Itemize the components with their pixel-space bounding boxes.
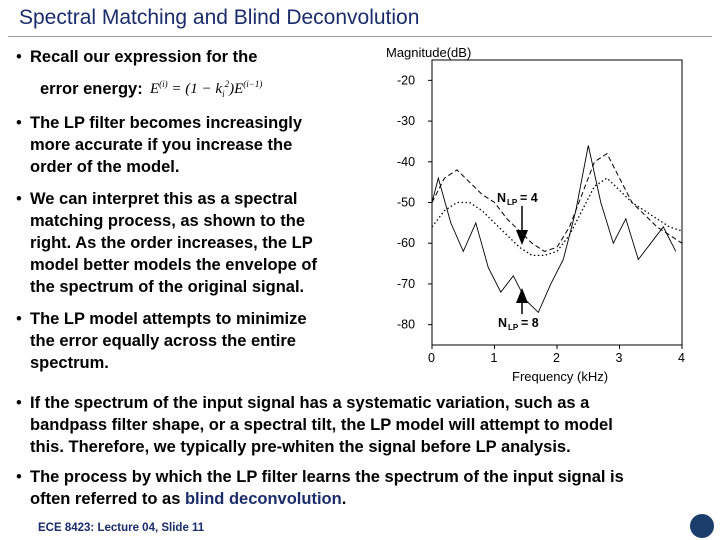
bullet-line: the spectrum of the original signal. bbox=[30, 278, 305, 296]
y-tick-label: -40 bbox=[397, 154, 416, 169]
bullet-dot: • bbox=[16, 468, 22, 486]
bullet-line: more accurate if you increase the bbox=[30, 136, 293, 154]
y-tick-label: -60 bbox=[397, 236, 416, 251]
svg-text:= 4: = 4 bbox=[520, 191, 538, 205]
y-tick-label: -80 bbox=[397, 317, 416, 332]
bullet-line: this. Therefore, we typically pre-whiten the signal before LP analysis. bbox=[30, 438, 571, 456]
bullet-line: If the spectrum of the input signal has a systematic variation, such as a bbox=[30, 394, 590, 412]
y-tick-label: -30 bbox=[397, 114, 416, 129]
x-tick-label: 1 bbox=[490, 351, 498, 365]
bullet-line: often referred to as blind deconvolution. bbox=[30, 490, 347, 508]
bullet-line: bandpass filter shape, or a spectral tilt, the LP model will attempt to model bbox=[30, 416, 613, 434]
annotation-nlp8 bbox=[498, 288, 539, 332]
bullet-dot: • bbox=[16, 48, 22, 66]
bullet-dot: • bbox=[16, 394, 22, 412]
annotation-nlp8-n: N bbox=[498, 316, 508, 330]
x-tick-label: 0 bbox=[428, 351, 435, 365]
bullet-line: matching process, as shown to the bbox=[30, 212, 306, 230]
bullet-dot: • bbox=[16, 310, 22, 328]
bullet-line: spectrum. bbox=[30, 354, 109, 372]
blind-deconvolution-term: blind deconvolution bbox=[184, 490, 342, 508]
plot-frame bbox=[432, 60, 682, 345]
bullet-recall-line1: Recall our expression for the bbox=[30, 48, 258, 66]
error-energy-equation: $E^{(i)} = (1 - k_i^2)E^{(i-1)}$ bbox=[150, 79, 263, 99]
bullet-line: The LP model attempts to minimize bbox=[30, 310, 307, 328]
bullet-line: We can interpret this as a spectral bbox=[30, 190, 298, 208]
y-axis-label: Magnitude(dB) bbox=[386, 45, 472, 60]
bullet-recall-line2: error energy: bbox=[40, 80, 143, 98]
bullet-dot: • bbox=[16, 190, 22, 208]
svg-text:LP: LP bbox=[508, 323, 519, 332]
bullet-line: the error equally across the entire bbox=[30, 332, 296, 350]
y-tick-label: -20 bbox=[397, 73, 416, 88]
svg-text:LP: LP bbox=[507, 198, 518, 207]
annotation-nlp4 bbox=[497, 191, 538, 245]
x-tick-label: 4 bbox=[678, 351, 685, 365]
annotation-nlp4-n: N bbox=[497, 191, 507, 205]
series-line-spectrum bbox=[432, 146, 676, 313]
bullet-line: The process by which the LP filter learns the spectrum of the input signal is bbox=[30, 468, 624, 486]
series-line-dotted bbox=[432, 178, 682, 255]
bullet-line: order of the model. bbox=[30, 158, 180, 176]
y-tick-label: -70 bbox=[397, 276, 416, 291]
bullet-line: The LP filter becomes increasingly bbox=[30, 114, 303, 132]
slide-title: Spectral Matching and Blind Deconvolution bbox=[19, 6, 420, 29]
bullet-line: model better models the envelope of bbox=[30, 256, 317, 274]
x-tick-label: 2 bbox=[553, 351, 560, 365]
y-tick-label: -50 bbox=[397, 195, 416, 210]
svg-text:= 8: = 8 bbox=[521, 316, 539, 330]
slide-footer: ECE 8423: Lecture 04, Slide 11 bbox=[38, 522, 205, 534]
university-logo-icon bbox=[690, 514, 714, 538]
bullet-dot: • bbox=[16, 114, 22, 132]
x-axis-label: Frequency (kHz) bbox=[512, 369, 609, 384]
x-tick-label: 3 bbox=[615, 351, 623, 365]
bullet-line: right. As the order increases, the LP bbox=[30, 234, 313, 252]
